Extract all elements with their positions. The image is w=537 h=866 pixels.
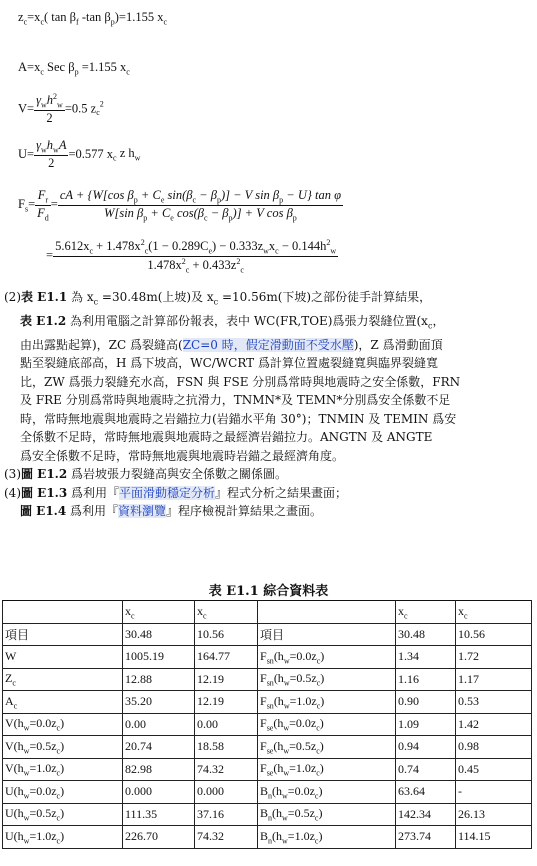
table-cell: 74.32 (195, 826, 258, 849)
table-cell: $Z_c$ (3, 668, 123, 691)
table-cell: 0.000 (123, 781, 195, 804)
table-cell: $F_{se}(h_w=1.0z_c)$ (258, 758, 396, 781)
para-line-1: (2)表 E1.1 為 $x_c =30.48m$(上坡)及 $x_c =10.56m$(下坡)之部份徒手計算結果， (4, 290, 432, 307)
table-cell: 0.000 (195, 781, 258, 804)
table-cell: 30.48 (396, 623, 456, 646)
table-row (3, 691, 532, 714)
table-cell: 12.88 (123, 668, 195, 691)
table-cell: 63.64 (396, 781, 456, 804)
para-line-3: 由出露點起算)，ZC 爲裂縫高(ZC=0 時，假定滑動面不受水壓)，Z 爲滑動面頂 (20, 337, 443, 352)
table-row (3, 781, 532, 804)
table-cell: 20.74 (123, 736, 195, 759)
table-header-cell: $x_c$ (456, 601, 532, 624)
table-header-cell (3, 601, 123, 624)
table-header-cell: $x_c$ (123, 601, 195, 624)
table-cell: 35.20 (123, 691, 195, 714)
para-line-4: 點至裂縫底部高，H 爲下坡高，WC/WCRT 爲計算位置處裂縫寬與臨界裂縫寬 (20, 356, 438, 371)
formula-fs-expanded: = $\frac{5.612x_c + 1.478x^2_c(1 - 0.289C_e) - 0.333z_wx_c - 0.144h^2_w}{1.478x^2_c + 0.433z^2_c}$ (46, 238, 337, 275)
formula-u: U= $\frac{\gamma_wh_wA}{2}$ =0.577 $x_c$ z $h_w$ (18, 138, 141, 170)
table-cell: 0.00 (123, 713, 195, 736)
table-row (3, 668, 532, 691)
table-header-row (3, 601, 532, 624)
table-cell: 114.15 (456, 826, 532, 849)
table-cell: $F_{se}(h_w=0.0z_c)$ (258, 713, 396, 736)
link-data-browse[interactable]: 資料瀏覽 (118, 504, 167, 519)
table-cell: 74.32 (195, 758, 258, 781)
table-cell: $U(h_w=1.0z_c)$ (3, 826, 123, 849)
table-cell: 10.56 (195, 623, 258, 646)
table-cell: 82.98 (123, 758, 195, 781)
table-header-cell: $x_c$ (396, 601, 456, 624)
table-cell: 1.16 (396, 668, 456, 691)
table-cell: $V(h_w=0.5z_c)$ (3, 736, 123, 759)
table-cell: 37.16 (195, 803, 258, 826)
table-cell: 1.17 (456, 668, 532, 691)
para-line-10: (3)圖 E1.2 爲岩坡張力裂縫高與安全係數之關係圖。 (4, 467, 288, 482)
table-row (3, 646, 532, 669)
table-cell: 0.98 (456, 736, 532, 759)
para-line-9: 爲安全係數不足時，常時無地震與地震時岩錨之最經濟角度。 (20, 448, 345, 463)
table-cell: 273.74 (396, 826, 456, 849)
para-line-2: 表 E1.2 為利用電腦之計算部份報表，表中 WC(FR,TOE)爲張力裂縫位置($x_c$， (20, 313, 445, 331)
para-line-6: 及 FRE 分別爲常時與地震時之抗滑力，TNMN*及 TEMN*分別爲安全係數不足 (20, 393, 451, 408)
table-cell: 12.19 (195, 691, 258, 714)
table-cell: 30.48 (123, 623, 195, 646)
table-row (3, 803, 532, 826)
formula-fs: $F_s=$ $\frac{F_r}{F_d}$ = $\frac{cA + \{W[\cos \beta_p + C_e \sin(\beta_c - \beta_p)] - V \sin \beta_p - U\} \tan \varphi}{W[\sin \beta_p + C_e \cos(\beta_c - \beta_p)] + V \cos \beta_p}$ (18, 188, 342, 222)
para-line-5: 比，ZW 爲張力裂縫充水高，FSN 與 FSE 分別爲常時與地震時之安全係數，FRN (20, 374, 461, 389)
table-cell: 0.90 (396, 691, 456, 714)
explanation-paragraph (4, 288, 532, 521)
table-cell: 10.56 (456, 623, 532, 646)
table-cell: 0.45 (456, 758, 532, 781)
table-cell: 0.74 (396, 758, 456, 781)
table-cell: W (3, 646, 123, 669)
table-cell: $U(h_w=0.0z_c)$ (3, 781, 123, 804)
table-cell: 164.77 (195, 646, 258, 669)
table-cell: $U(h_w=0.5z_c)$ (3, 803, 123, 826)
summary-table (2, 600, 532, 849)
table-header-cell: $x_c$ (195, 601, 258, 624)
table-cell: 項目 (258, 623, 396, 646)
table-cell: $B_n(h_w=0.0z_c)$ (258, 781, 396, 804)
formula-area: $A=x_c$ Sec $\beta_p =1.155$ $x_c$ (18, 60, 130, 77)
table-cell: 142.34 (396, 803, 456, 826)
table-cell: $F_{se}(h_w=0.5z_c)$ (258, 736, 396, 759)
para-line-11: (4)圖 E1.3 爲利用『平面滑動穩定分析』程式分析之結果畫面； (4, 485, 348, 500)
table-cell: 1005.19 (123, 646, 195, 669)
table-row (3, 758, 532, 781)
table-cell: $A_c$ (3, 691, 123, 714)
table-cell: 226.70 (123, 826, 195, 849)
para-line-8: 全係數不足時，常時無地震與地震時之最經濟岩錨拉力。ANGTN 及 ANGTE (20, 430, 433, 445)
table-cell: 12.19 (195, 668, 258, 691)
formula-v: V= $\frac{\gamma_wh^2_w}{2}$ =0.5 $z_c^2$ (18, 92, 104, 125)
table-cell: 項目 (3, 623, 123, 646)
formula-zc: $z_c=x_c$( $\tan \beta_f$ -tan $\beta_p)=1.155$ $x_c$ (18, 10, 168, 27)
table-cell: 111.35 (123, 803, 195, 826)
table-row (3, 826, 532, 849)
table-cell: $B_n(h_w=1.0z_c)$ (258, 826, 396, 849)
table-cell: 1.09 (396, 713, 456, 736)
table-cell: $V(h_w=1.0z_c)$ (3, 758, 123, 781)
table-title: 表 E1.1 綜合資料表 (208, 584, 329, 599)
table-header-cell (258, 601, 396, 624)
table-cell: $V(h_w=0.0z_c)$ (3, 713, 123, 736)
para-line-12: 圖 E1.4 爲利用『資料瀏覽』程序檢視計算結果之畫面。 (20, 504, 323, 519)
table-row (3, 713, 532, 736)
table-cell: $F_{sn}(h_w=1.0z_c)$ (258, 691, 396, 714)
table-cell: $F_{sn}(h_w=0.0z_c)$ (258, 646, 396, 669)
table-cell: 0.53 (456, 691, 532, 714)
table-row (3, 736, 532, 759)
table-cell: 26.13 (456, 803, 532, 826)
table-cell: 0.94 (396, 736, 456, 759)
table-cell: 1.72 (456, 646, 532, 669)
link-plane-slide-analysis[interactable]: 平面滑動穩定分析 (119, 485, 216, 500)
table-row (3, 623, 532, 646)
table-cell: 18.58 (195, 736, 258, 759)
table-cell: - (456, 781, 532, 804)
table-cell: 1.34 (396, 646, 456, 669)
para-line-7: 時，常時無地震與地震時之岩錨拉力(岩錨水平角 30°)；TNMIN 及 TEMIN 爲安 (20, 411, 457, 426)
table-cell: 1.42 (456, 713, 532, 736)
table-cell: $B_n(h_w=0.5z_c)$ (258, 803, 396, 826)
zc-note-highlight: ZC=0 時，假定滑動面不受水壓 (182, 337, 354, 352)
table-cell: 0.00 (195, 713, 258, 736)
table-cell: $F_{sn}(h_w=0.5z_c)$ (258, 668, 396, 691)
